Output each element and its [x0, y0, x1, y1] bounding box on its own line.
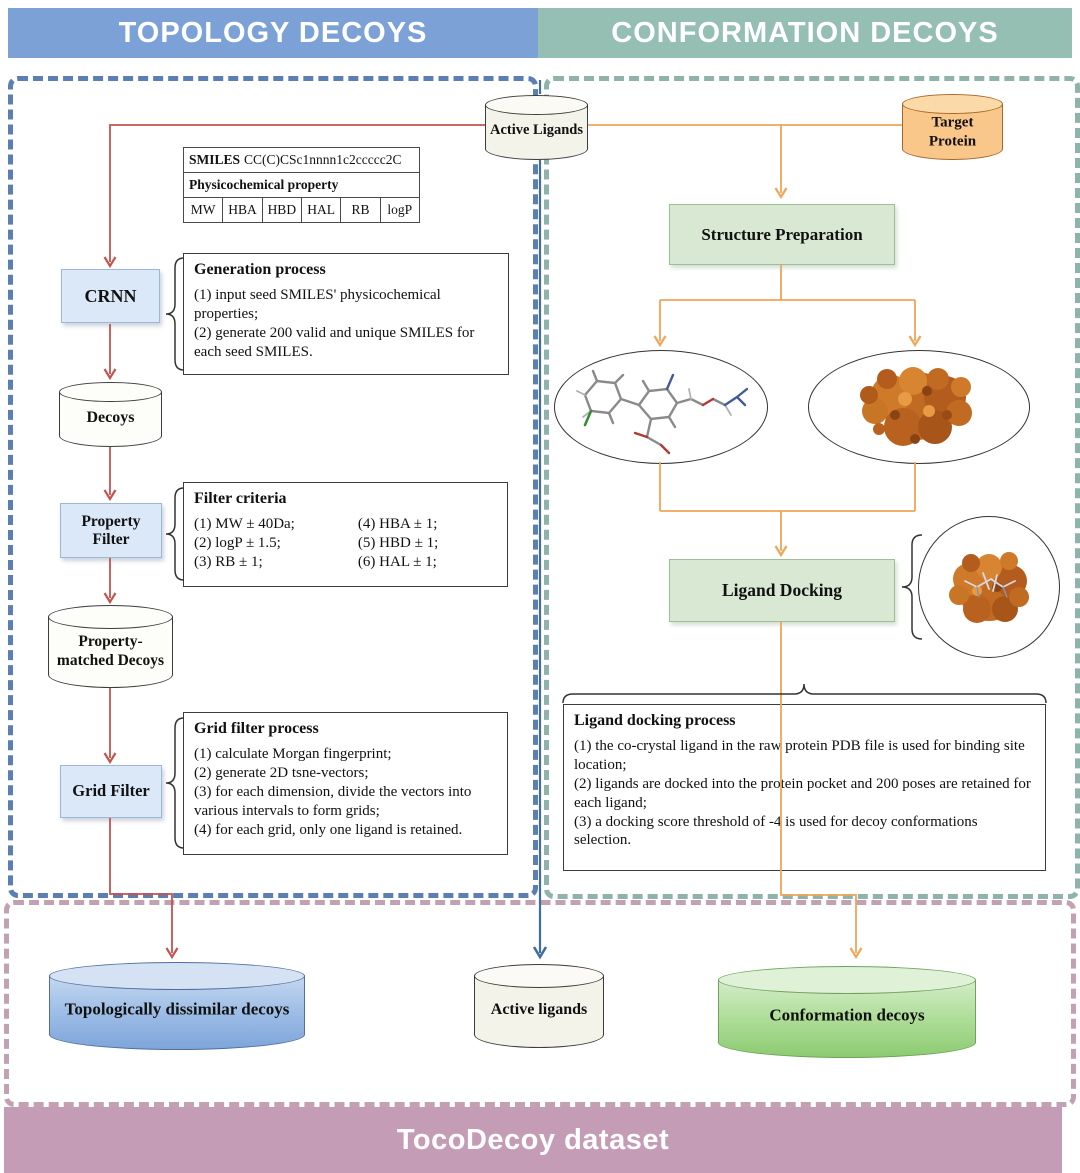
- smiles-property-table: [183, 147, 420, 223]
- filter-criteria-item: (1) MW ± 40Da;: [194, 516, 295, 532]
- grid-filter-label: Grid Filter: [72, 781, 150, 801]
- filter-criteria-box: [183, 482, 508, 587]
- active-ligands-output-label: Active ligands: [490, 1000, 588, 1018]
- generation-process-item: (2) generate 200 valid and unique SMILES for each seed SMILES.: [194, 324, 475, 360]
- structure-preparation-box: [669, 204, 895, 265]
- property-matched-decoys-label: Property- matched Decoys: [56, 633, 165, 669]
- topological-decoys-cylinder: [49, 962, 305, 1050]
- protein-structure-image: [809, 351, 1029, 463]
- active-ligands-label: Active Ligands: [489, 121, 584, 138]
- dataset-banner-label: TocoDecoy dataset: [396, 1123, 670, 1156]
- dataset-banner: [4, 1107, 1062, 1173]
- property-filter-box: [60, 503, 162, 558]
- filter-criteria-title: Filter criteria: [194, 490, 287, 507]
- grid-filter-process-box: [183, 712, 508, 855]
- smiles-label: SMILES: [189, 152, 241, 167]
- filter-criteria-item: (5) HBD ± 1;: [357, 534, 439, 551]
- prepared-ligand-ellipse: [554, 350, 768, 464]
- property-cell-mw: MW: [184, 198, 223, 222]
- active-ligands-cylinder: [485, 95, 588, 160]
- conformation-decoys-cylinder: [718, 966, 976, 1058]
- ligand-docking-process-box: [563, 704, 1046, 871]
- grid-filter-process-item: (1) calculate Morgan fingerprint;: [194, 746, 392, 762]
- generation-process-title: Generation process: [194, 261, 326, 278]
- crnn-box: [61, 269, 160, 323]
- topological-decoys-label: Topologically dissimilar decoys: [64, 999, 290, 1019]
- property-header-label: Physicochemical property: [189, 177, 339, 192]
- filter-criteria-item: (2) logP ± 1.5;: [194, 534, 281, 551]
- ligand-docking-process-item: (3) a docking score threshold of -4 is used for decoy conformations selection.: [574, 813, 978, 849]
- grid-filter-process-title: Grid filter process: [194, 720, 319, 737]
- property-filter-label: Property Filter: [81, 512, 141, 548]
- prepared-protein-ellipse: [808, 350, 1030, 464]
- generation-process-box: [183, 253, 509, 375]
- decoys-cylinder: [59, 382, 162, 447]
- property-header-row: [184, 173, 419, 198]
- conformation-header-label: CONFORMATION DECOYS: [611, 16, 999, 49]
- conformation-header: [538, 8, 1072, 58]
- filter-criteria-item: (6) HAL ± 1;: [357, 553, 437, 570]
- ligand-docking-label: Ligand Docking: [721, 580, 843, 601]
- property-cell-rb: RB: [341, 198, 380, 222]
- ligand-docking-process-item: (2) ligands are docked into the protein pocket and 200 poses are retained for each ligand;: [574, 775, 1031, 811]
- ligand-docking-process-title: Ligand docking process: [574, 712, 736, 729]
- property-cell-logp: logP: [387, 202, 413, 217]
- active-ligands-output-cylinder: [474, 964, 604, 1048]
- filter-criteria-item: (4) HBA ± 1;: [357, 516, 438, 532]
- crnn-label: CRNN: [84, 285, 137, 306]
- ligand-docking-box: [669, 559, 895, 622]
- ligand-docking-process-item: (1) the co-crystal ligand in the raw protein PDB file is used for binding site location;: [574, 738, 1025, 773]
- property-matched-decoys-cylinder: [48, 605, 173, 688]
- target-protein-label: Target Protein: [928, 114, 977, 149]
- grid-filter-process-item: (3) for each dimension, divide the vectors into various intervals to form grids;: [194, 783, 472, 819]
- structure-preparation-label: Structure Preparation: [701, 224, 863, 244]
- filter-criteria-item: (3) RB ± 1;: [194, 553, 263, 570]
- grid-filter-box: [60, 765, 162, 818]
- grid-filter-process-item: (2) generate 2D tsne-vectors;: [194, 764, 369, 781]
- topology-header: [8, 8, 538, 58]
- property-cell-hbd: HBD: [263, 198, 302, 222]
- property-cell-hba: HBA: [223, 198, 262, 222]
- grid-filter-process-item: (4) for each grid, only one ligand is retained.: [194, 821, 463, 838]
- generation-process-item: (1) input seed SMILES' physicochemical properties;: [194, 287, 441, 322]
- decoys-label: Decoys: [86, 408, 135, 426]
- smiles-row: [184, 148, 419, 173]
- ligand-structure-image: [555, 351, 767, 463]
- property-cell-hal: HAL: [302, 198, 341, 222]
- target-protein-cylinder: [902, 94, 1003, 160]
- property-cells-row: [184, 198, 419, 222]
- docked-complex-image: [919, 517, 1059, 657]
- smiles-value: CC(C)CSc1nnnn1c2ccccc2C: [244, 152, 402, 167]
- docked-complex-circle: [918, 516, 1060, 658]
- topology-header-label: TOPOLOGY DECOYS: [118, 16, 428, 49]
- conformation-decoys-label: Conformation decoys: [769, 1005, 925, 1025]
